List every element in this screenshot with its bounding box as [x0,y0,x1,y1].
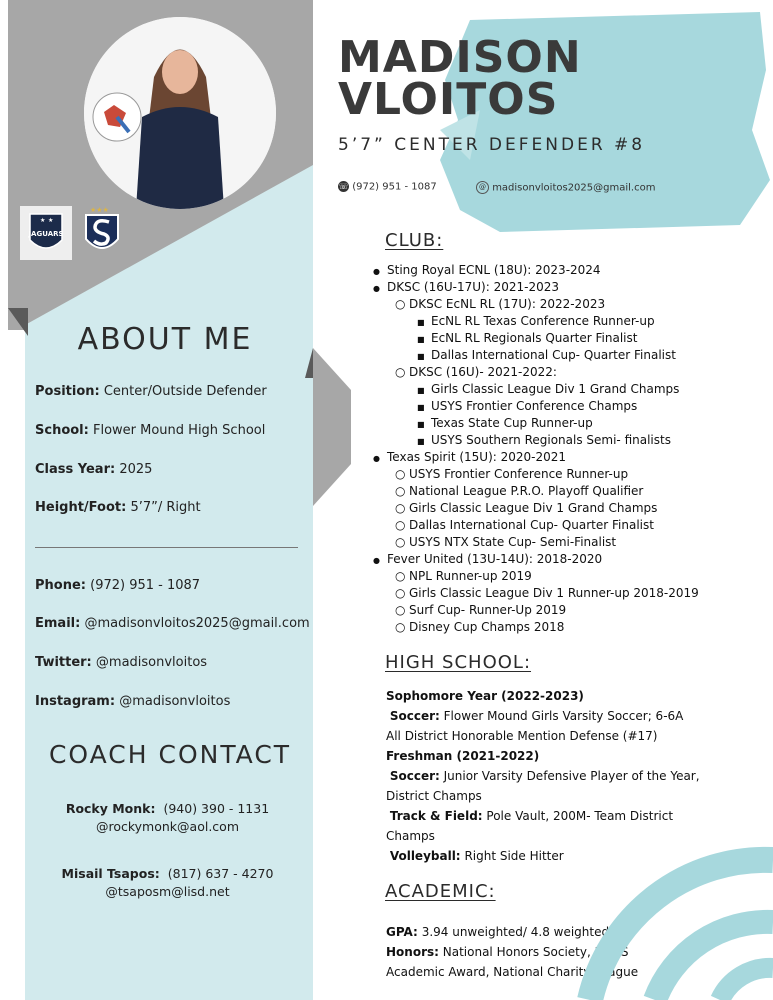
bullet-icon: ○ [395,297,406,311]
club-item: ○ National League P.R.O. Playoff Qualifier [395,484,644,498]
club-item: ● Fever United (13U-14U): 2018-2020 [370,551,760,568]
club-item: ■ Texas State Cup Runner-up [370,415,760,432]
svg-text:★★★: ★★★ [90,206,109,214]
school-row: School: Flower Mound High School [35,423,266,438]
club-item: ○ NPL Runner-up 2019 [395,569,532,583]
about-phone-row: Phone: (972) 951 - 1087 [35,578,201,593]
high-school-title: HIGH SCHOOL: [385,652,532,673]
club-item: ■ EcNL RL Regionals Quarter Finalist [370,330,760,347]
bullet-icon: ■ [417,403,425,412]
bullet-icon: ■ [417,318,425,327]
header-phone: ☏ (972) 951 - 1087 [338,181,437,193]
academic-title: ACADEMIC: [385,881,496,902]
club-item: ● Texas Spirit (15U): 2020-2021 [370,449,760,466]
svg-text:★: ★ [40,217,46,224]
coach-rocky: Rocky Monk: (940) 390 - 1131 @rockymonk@aol.com [25,800,310,836]
bullet-icon: ● [373,267,380,276]
club-list [370,262,760,636]
coach-contact-title: COACH CONTACT [48,740,292,769]
academic-body: GPA: 3.94 unweighted/ 4.8 weighted Honors: National Honors Society, FMHS Academic Award, National Charity League [386,925,639,979]
coach-misail: Misail Tsapos: (817) 637 - 4270 @tsaposm@lisd.net [25,865,310,901]
position-row: Position: Center/Outside Defender [35,384,267,399]
ribbon-accent [305,348,351,506]
bullet-icon: ○ [395,467,406,481]
bullet-icon: ■ [417,352,425,361]
bullet-icon: ■ [417,335,425,344]
svg-text:★: ★ [48,217,54,224]
club-title: CLUB: [385,230,444,251]
position-subtitle: 5’7” CENTER DEFENDER #8 [338,135,646,155]
bullet-icon: ○ [395,620,406,634]
club-item: ■ USYS Frontier Conference Champs [370,398,760,415]
about-divider [35,547,298,548]
club-item: ● DKSC (16U-17U): 2021-2023 [370,279,760,296]
about-twitter-row[interactable]: Twitter: @madisonvloitos [35,655,208,670]
sophomore-heading: Sophomore Year (2022-2023) [386,689,584,703]
club-item: ○ DKSC EcNL RL (17U): 2022-2023 [395,297,606,311]
bullet-icon: ○ [395,603,406,617]
club-shield-logo [82,203,122,259]
jaguars-logo-text: JAGUARS [28,230,64,238]
club-item: ■ Dallas International Cup- Quarter Finalist [370,347,760,364]
bullet-icon: ○ [395,484,406,498]
club-item: ○ Girls Classic League Div 1 Runner-up 2018-2019 [395,586,699,600]
club-item: ○ DKSC (16U)- 2021-2022: [395,365,557,379]
bullet-icon: ■ [417,420,425,429]
jaguars-logo [20,206,72,260]
class-year-row: Class Year: 2025 [35,462,153,477]
bullet-icon: ● [373,284,380,293]
club-item: ■ Girls Classic League Div 1 Grand Champs [370,381,760,398]
bullet-icon: ○ [395,365,406,379]
profile-photo [84,17,276,209]
name-first: MADISON [338,32,582,83]
freshman-heading: Freshman (2021-2022) [386,749,540,763]
coach-misail-email[interactable]: @tsaposm@lisd.net [105,884,230,899]
club-item: ○ USYS NTX State Cup- Semi-Finalist [395,535,617,549]
bullet-icon: ○ [395,535,406,549]
club-item: ● Sting Royal ECNL (18U): 2023-2024 [370,262,760,279]
bullet-icon: ■ [417,437,425,446]
bullet-icon: ○ [395,501,406,515]
bullet-icon: ○ [395,518,406,532]
bullet-icon: ○ [395,586,406,600]
bullet-icon: ■ [417,386,425,395]
bullet-icon: ● [373,556,380,565]
club-item: ○ Disney Cup Champs 2018 [395,620,565,634]
coach-rocky-email[interactable]: @rockymonk@aol.com [95,819,239,834]
decorative-arcs [560,800,773,1000]
high-school-body: Sophomore Year (2022-2023) Soccer: Flower Mound Girls Varsity Soccer; 6-6A All District Honorable Mention Defense (#17) Freshman (2021-2022) Soccer: Junior Varsity Defensive Player of the Year, District Champs Track & Field: Pole Vault, 200M- Team District Champs Volleyball: Right Side Hitter [386,689,700,863]
club-item: ■ EcNL RL Texas Conference Runner-up [370,313,760,330]
email-icon: @ [476,181,489,194]
about-me-title: ABOUT ME [77,322,253,357]
club-item: ○ Dallas International Cup- Quarter Finalist [395,518,654,532]
club-item: ■ USYS Southern Regionals Semi- finalists [370,432,760,449]
name-last: VLOITOS [338,74,559,125]
club-item: ○ USYS Frontier Conference Runner-up [395,467,629,481]
club-item: ○ Surf Cup- Runner-Up 2019 [395,603,567,617]
phone-icon: ☏ [338,182,349,191]
about-email-row[interactable]: Email: @madisonvloitos2025@gmail.com [35,616,310,631]
club-item: ○ Girls Classic League Div 1 Grand Champs [395,501,658,515]
about-instagram-row[interactable]: Instagram: @madisonvloitos [35,694,231,709]
header-email[interactable]: @ madisonvloitos2025@gmail.com [476,181,655,194]
bullet-icon: ○ [395,569,406,583]
bullet-icon: ● [373,454,380,463]
height-foot-row: Height/Foot: 5’7”/ Right [35,500,201,515]
